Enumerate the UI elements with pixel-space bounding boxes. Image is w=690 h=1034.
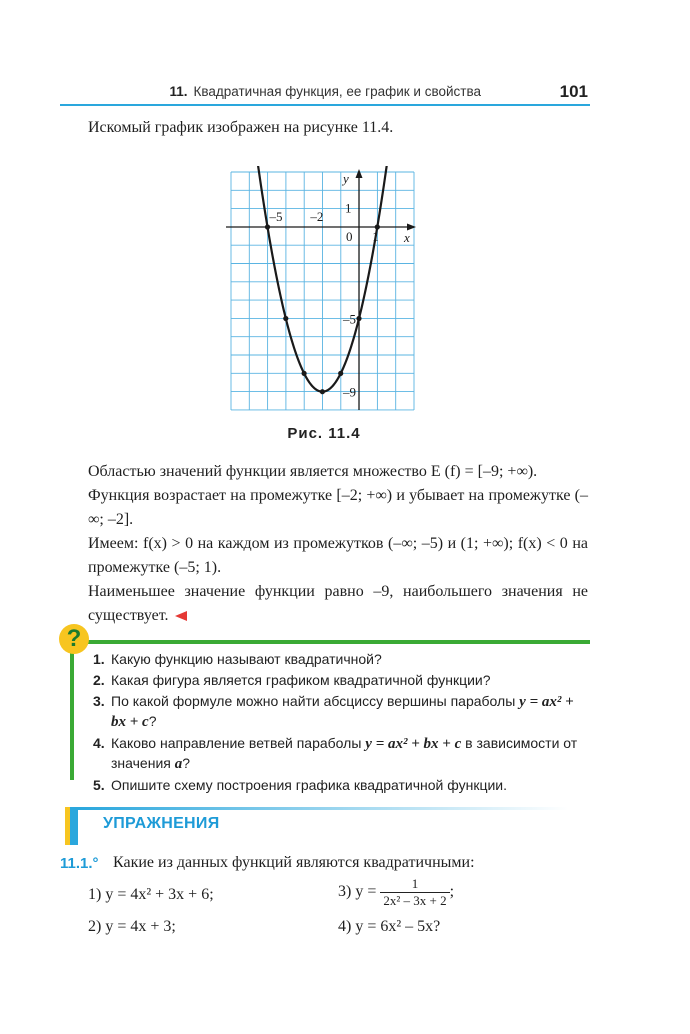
tick-label-x-1: 1	[372, 229, 379, 244]
graph-point	[320, 389, 325, 394]
paragraph-monotonicity	[88, 484, 588, 532]
banner-blue-stripe	[70, 807, 78, 845]
exercise-text: Какие из данных функций являются квадратичными:	[113, 854, 475, 871]
tick-label-origin: 0	[346, 229, 353, 244]
exercise-option-1: 1) y = 4x² + 3x + 6;	[88, 886, 214, 903]
formula: y = ax² + bx + c	[111, 694, 574, 730]
tick-label-x-neg5: –5	[269, 209, 283, 224]
parabola-graph	[226, 166, 422, 416]
exercise-option-2: 2) y = 4x + 3;	[88, 918, 176, 935]
questions-top-rule	[70, 640, 590, 644]
intro-text: Искомый график изображен на рисунке 11.4.	[88, 119, 394, 136]
questions-side-rule	[70, 640, 74, 780]
question-item: 1. Какую функцию называют квадратичной?	[93, 651, 382, 667]
tick-label-x-neg2: –2	[310, 209, 324, 224]
question-item: 3. По какой формуле можно найти абсциссу вершины параболы y = ax² + bx + c?	[93, 693, 574, 730]
tick-label-y-1: 1	[345, 200, 352, 216]
banner-rule	[78, 807, 568, 810]
paragraph-extremum	[88, 580, 588, 628]
graph-point	[356, 316, 361, 321]
page-number: 101	[559, 82, 588, 101]
graph-grid	[231, 172, 414, 410]
y-axis-arrow-icon	[356, 169, 363, 178]
tick-label-y-neg5: –5	[343, 311, 356, 327]
paragraph-range-text: Областью значений функции является множество E (f) = [–9; +∞).	[88, 463, 538, 480]
graph-point	[283, 316, 288, 321]
exercise-option-3: 3) y = $\frac{1}{\text{2x² – 3x + 2}}$ ;	[338, 876, 455, 908]
header-rule	[60, 104, 590, 106]
paragraph-range	[88, 460, 588, 484]
section-title: 11. Квадратичная функция, ее график и свойства	[169, 84, 481, 99]
running-head	[60, 82, 588, 102]
paragraph-sign	[88, 532, 588, 580]
variable: a	[174, 756, 183, 772]
exercise-option-4: 4) y = 6x² – 5x?	[338, 918, 441, 935]
fraction: $\frac{1}{\text{2x² – 3x + 2}}$	[380, 876, 449, 909]
paragraph-sign-text: Имеем: f(x) > 0 на каждом из промежутков (–∞; –5) и (1; +∞); f(x) < 0 на промежутке (–5; 1).	[88, 535, 588, 576]
graph-point	[265, 224, 270, 229]
graph-point	[338, 371, 343, 376]
end-of-solution-marker-icon	[175, 611, 187, 621]
paragraph-extremum-text: Наименьшее значение функции равно –9, наибольшего значения не существует.	[88, 583, 588, 624]
question-mark-icon: ?	[59, 624, 89, 654]
paragraph-monotonicity-text: Функция возрастает на промежутке [–2; +∞) и убывает на промежутке (–∞; –2].	[88, 487, 588, 528]
exercises-title: УПРАЖНЕНИЯ	[103, 815, 220, 832]
x-axis-label: x	[404, 230, 410, 245]
tick-label-y-neg9: –9	[343, 384, 356, 400]
y-axis-label: y	[343, 171, 349, 186]
question-item: 5. Опишите схему построения графика квадратичной функции.	[93, 777, 508, 793]
parabola-curve	[247, 166, 397, 392]
questions-list	[93, 650, 585, 797]
question-item: 4. Каково направление ветвей параболы y = ax² + bx + c в зависимости от значения a?	[93, 735, 578, 772]
figure-caption: Рис. 11.4	[287, 425, 361, 442]
question-item: 2. Какая фигура является графиком квадратичной функции?	[93, 672, 491, 688]
formula: y = ax² + bx + c	[365, 736, 462, 752]
exercise-number: 11.1.°	[60, 855, 99, 872]
graph-point	[302, 371, 307, 376]
